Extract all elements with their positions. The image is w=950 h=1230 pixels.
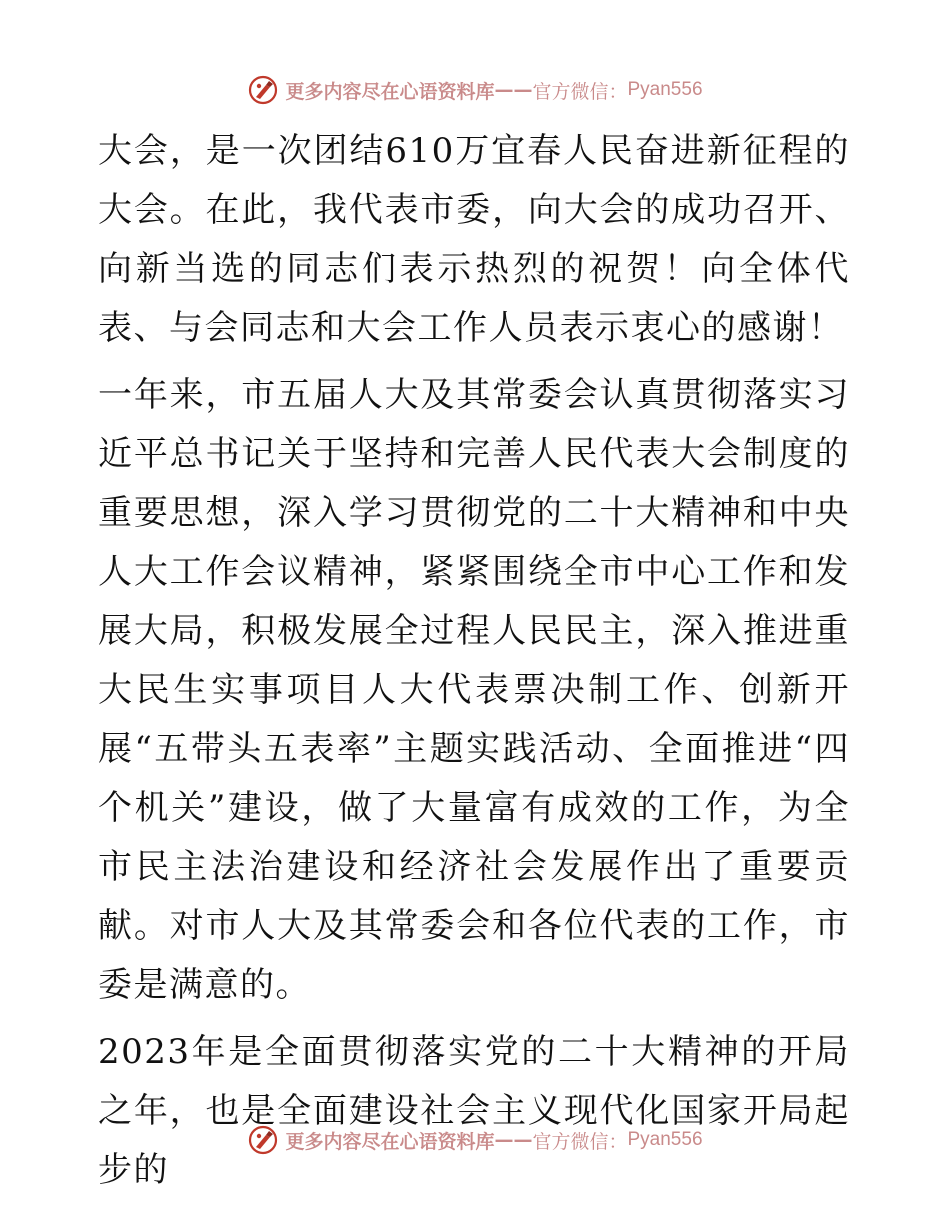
paragraph-2: 一年来，市五届人大及其常委会认真贯彻落实习近平总书记关于坚持和完善人民代表大会制度的重要思想，深入学习贯彻党的二十大精神和中央人大工作会议精神，紧紧围绕全市中心工作和发展大局，积极发展全过程人民民主，深入推进重大民生实事项目人大代表票决制工作、创新开展“五带头五表率”主题实践活动、全面推进“四个机关”建设，做了大量富有成效的工作，为全市民主法治建设和经济社会发展作出了重要贡献。对市人大及其常委会和各位代表的工作，市委是满意的。	[98, 375, 850, 1005]
paragraph-3: 2023年是全面贯彻落实党的二十大精神的开局之年，也是全面建设社会主义现代化国家开局起步的	[98, 1032, 850, 1190]
pen-nib-logo-icon	[247, 74, 279, 106]
watermark-separator: ——	[494, 1129, 533, 1151]
watermark-main-text: 更多内容尽在心语资料库	[285, 80, 495, 103]
paragraph-1: 大会，是一次团结610万宜春人民奋进新征程的大会。在此，我代表市委，向大会的成功召开、向新当选的同志们表示热烈的祝贺！向全体代表、与会同志和大会工作人员表示衷心的感谢！	[98, 131, 850, 348]
watermark-wechat-label: 官方微信：	[532, 1130, 628, 1153]
watermark-wechat-id: Pyan556	[627, 79, 703, 100]
document-body	[98, 122, 850, 1208]
watermark-main-text: 更多内容尽在心语资料库	[285, 1130, 495, 1153]
header-watermark	[0, 72, 950, 108]
pen-nib-logo-icon	[247, 1124, 279, 1156]
watermark-wechat-id: Pyan556	[627, 1129, 703, 1150]
footer-watermark	[0, 1122, 950, 1158]
watermark-wechat-label: 官方微信：	[532, 80, 628, 103]
watermark-separator: ——	[494, 79, 533, 101]
